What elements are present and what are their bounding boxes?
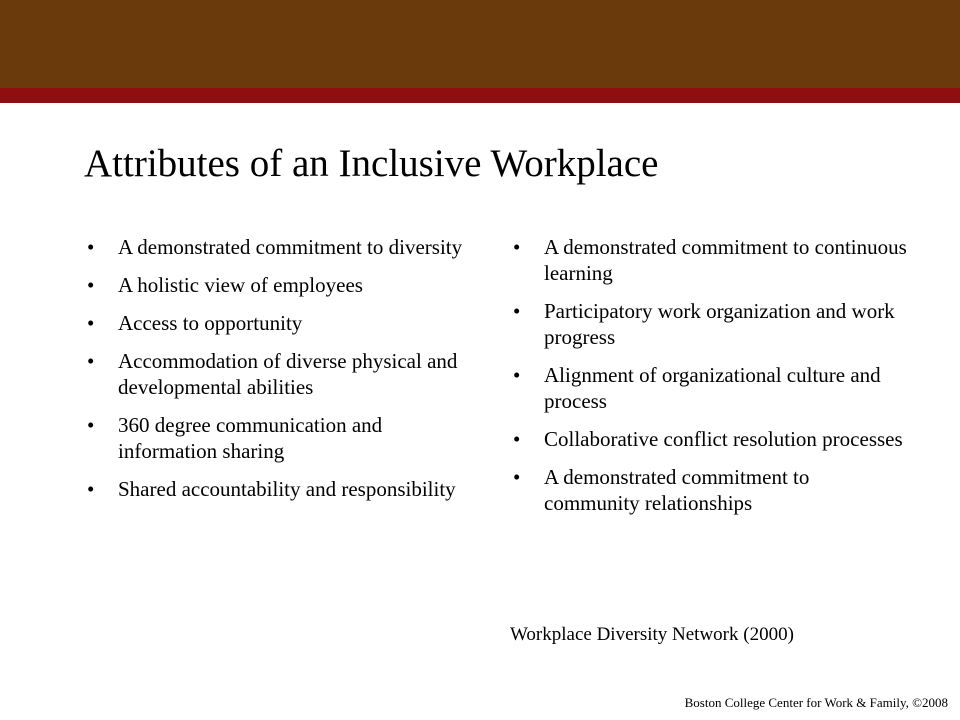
list-item bbox=[84, 348, 464, 400]
footer-copyright: Boston College Center for Work & Family, ©2008 bbox=[684, 695, 948, 710]
bullet-icon: • bbox=[87, 477, 95, 501]
list-item-text: A holistic view of employees bbox=[118, 273, 363, 297]
list-item bbox=[510, 426, 910, 452]
bullet-icon: • bbox=[513, 299, 521, 323]
list-item-text: 360 degree communication and information sharing bbox=[118, 413, 383, 463]
header-accent-stripe bbox=[0, 88, 960, 103]
list-item bbox=[84, 234, 464, 260]
list-item bbox=[84, 412, 464, 464]
list-item-text: Participatory work organization and work progress bbox=[544, 299, 895, 349]
list-item-text: Access to opportunity bbox=[118, 311, 303, 335]
list-item bbox=[510, 298, 910, 350]
source-citation: Workplace Diversity Network (2000) bbox=[510, 624, 794, 645]
bullet-icon: • bbox=[513, 363, 521, 387]
bullet-icon: • bbox=[87, 349, 95, 373]
list-item-text: A demonstrated commitment to continuous learning bbox=[544, 235, 907, 285]
list-item bbox=[84, 310, 464, 336]
left-bullet-list bbox=[84, 234, 464, 514]
list-item bbox=[510, 234, 910, 286]
bullet-icon: • bbox=[513, 465, 521, 489]
list-item bbox=[84, 272, 464, 298]
bullet-icon: • bbox=[87, 273, 95, 297]
bullet-icon: • bbox=[87, 413, 95, 437]
list-item-text: A demonstrated commitment to community relationships bbox=[544, 465, 810, 515]
bullet-icon: • bbox=[87, 311, 95, 335]
list-item bbox=[84, 476, 464, 502]
list-item-text: A demonstrated commitment to diversity bbox=[118, 235, 463, 259]
header-band bbox=[0, 0, 960, 88]
bullet-icon: • bbox=[87, 235, 95, 259]
list-item-text: Accommodation of diverse physical and developmental abilities bbox=[118, 349, 458, 399]
list-item-text: Collaborative conflict resolution processes bbox=[544, 427, 903, 451]
bullet-icon: • bbox=[513, 427, 521, 451]
list-item bbox=[510, 464, 910, 516]
list-item-text: Shared accountability and responsibility bbox=[118, 477, 456, 501]
list-item bbox=[510, 362, 910, 414]
right-bullet-list bbox=[510, 234, 910, 528]
list-item-text: Alignment of organizational culture and process bbox=[544, 363, 881, 413]
slide-title: Attributes of an Inclusive Workplace bbox=[84, 142, 659, 185]
bullet-icon: • bbox=[513, 235, 521, 259]
